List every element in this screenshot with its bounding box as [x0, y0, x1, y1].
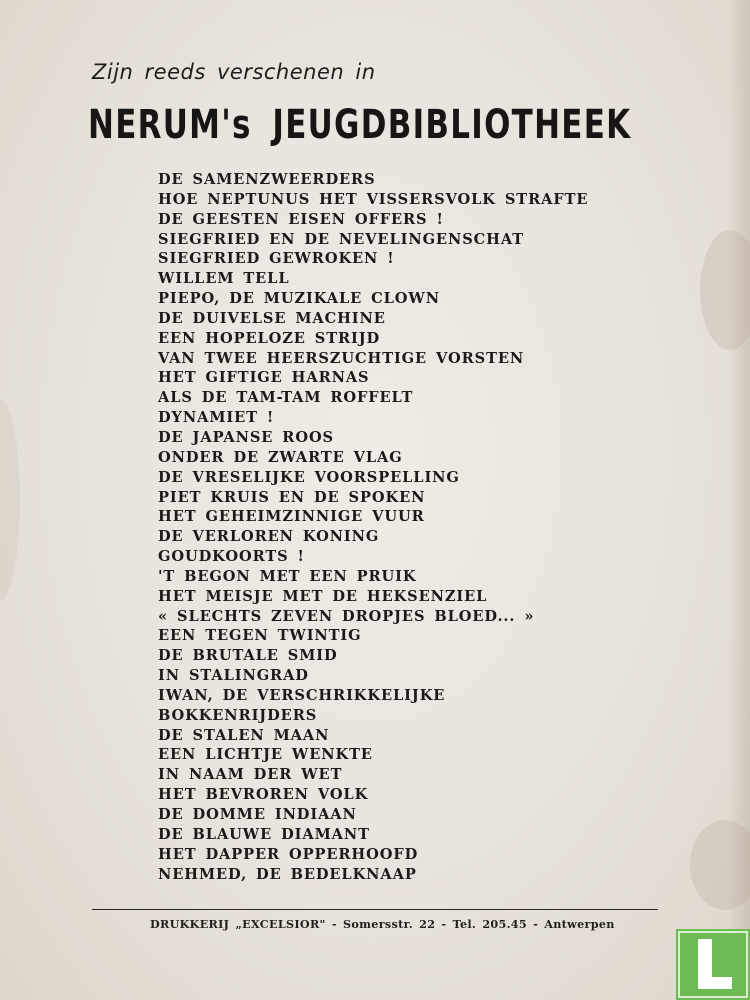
book-title: PIET KRUIS EN DE SPOKEN [158, 488, 426, 506]
book-title: DE DOMME INDIAAN [158, 806, 357, 823]
book-title: « SLECHTS ZEVEN DROPJES BLOED... » [158, 607, 535, 625]
l-letter-icon [676, 929, 750, 1000]
book-title: IWAN, DE VERSCHRIKKELIJKE [158, 686, 446, 704]
book-title: DE JAPANSE ROOS [158, 428, 334, 446]
page-edge-shadow [728, 0, 750, 1000]
book-title: ALS DE TAM-TAM ROFFELT [158, 389, 414, 407]
book-title: HET BEVROREN VOLK [158, 786, 369, 804]
book-title: SIEGFRIED EN DE NEVELINGENSCHAT [158, 230, 525, 248]
book-title-list [158, 170, 588, 884]
lambiek-l-logo-icon [676, 929, 750, 1000]
book-title: DE VERLOREN KONING [158, 528, 380, 546]
printer-imprint: DRUKKERIJ „EXCELSIOR" - Somersstr. 22 - Tel. 205.45 - Antwerpen [150, 917, 615, 931]
book-title: PIEPO, DE MUZIKALE CLOWN [158, 290, 440, 308]
book-title: HET GIFTIGE HARNAS [158, 369, 370, 387]
book-title: DE VRESELIJKE VOORSPELLING [158, 468, 460, 486]
book-title: BOKKENRIJDERS [158, 706, 318, 724]
book-title: SIEGFRIED GEWROKEN ! [158, 250, 395, 268]
book-title: HET MEISJE MET DE HEKSENZIEL [158, 587, 488, 605]
book-title: VAN TWEE HEERSZUCHTIGE VORSTEN [158, 349, 525, 367]
book-title: 'T BEGON MET EEN PRUIK [158, 567, 417, 585]
book-title: EEN LICHTJE WENKTE [158, 746, 373, 764]
book-title: DE BRUTALE SMID [158, 647, 338, 665]
book-title: DE GEESTEN EISEN OFFERS ! [158, 210, 444, 228]
book-title: EEN TEGEN TWINTIG [158, 627, 362, 645]
book-title: IN STALINGRAD [158, 667, 309, 685]
book-title: HOE NEPTUNUS HET VISSERSVOLK STRAFTE [158, 190, 589, 208]
intro-text: Zijn reeds verschenen in [92, 60, 376, 84]
book-title: IN NAAM DER WET [158, 766, 343, 784]
book-title: DE STALEN MAAN [158, 726, 330, 744]
book-title: DE SAMENZWEERDERS [158, 171, 376, 188]
book-title: DE BLAUWE DIAMANT [158, 825, 370, 843]
book-title: WILLEM TELL [158, 270, 290, 288]
book-title: EEN HOPELOZE STRIJD [158, 329, 381, 347]
series-title: NERUM's JEUGDBIBLIOTHEEK [88, 102, 632, 148]
book-title: NEHMED, DE BEDELKNAAP [158, 865, 417, 883]
book-title: DE DUIVELSE MACHINE [158, 309, 386, 327]
book-title: DYNAMIET ! [158, 409, 275, 427]
book-title: HET GEHEIMZINNIGE VUUR [158, 508, 425, 526]
paper-stain [0, 400, 20, 600]
book-title: HET DAPPER OPPERHOOFD [158, 845, 419, 863]
book-title: ONDER DE ZWARTE VLAG [158, 448, 403, 466]
book-title: GOUDKOORTS ! [158, 548, 305, 566]
footer-divider [92, 909, 658, 910]
